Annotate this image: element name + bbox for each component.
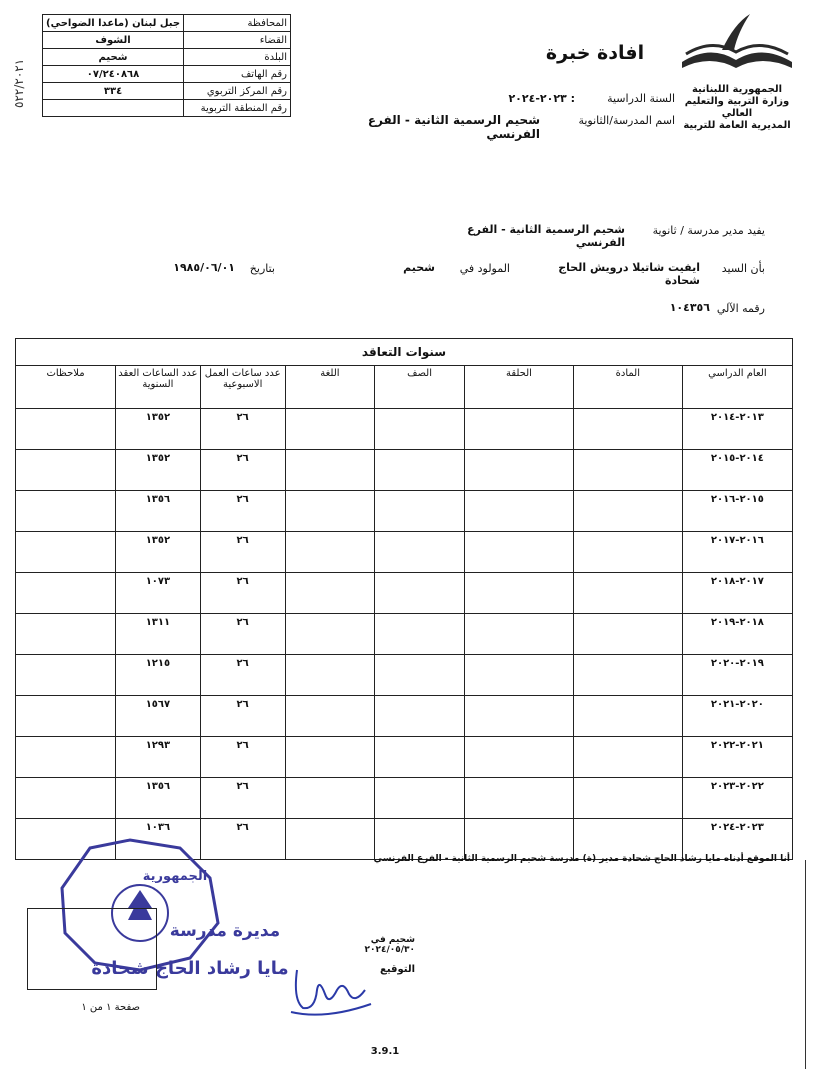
table-cell-empty xyxy=(465,409,574,450)
cell-annual-hours: ١٠٧٣ xyxy=(116,573,201,614)
cell-weekly-hours: ٢٦ xyxy=(200,696,285,737)
info-row xyxy=(43,15,291,32)
school-label: اسم المدرسة/الثانوية xyxy=(578,114,675,127)
signature-mark xyxy=(285,950,375,1020)
table-cell-empty xyxy=(285,737,375,778)
info-label: القضاء xyxy=(184,32,291,49)
table-cell-empty xyxy=(573,614,682,655)
table-cell-empty xyxy=(375,491,465,532)
cell-weekly-hours: ٢٦ xyxy=(200,819,285,860)
table-cell-empty xyxy=(16,532,116,573)
table-cell-empty xyxy=(16,737,116,778)
logo-line-3: المديرية العامة للتربية xyxy=(683,120,791,131)
column-header: الحلقة xyxy=(465,366,574,409)
cell-year: ٢٠١٩-٢٠٢٠ xyxy=(682,655,792,696)
table-cell-empty xyxy=(285,450,375,491)
cell-weekly-hours: ٢٦ xyxy=(200,737,285,778)
column-header: عدد ساعات العمل الاسبوعية xyxy=(200,366,285,409)
logo-line-1: الجمهورية اللبنانية xyxy=(691,84,783,95)
table-cell-empty xyxy=(285,696,375,737)
table-row xyxy=(16,655,793,696)
info-row xyxy=(43,100,291,117)
info-row xyxy=(43,32,291,49)
info-label: رقم الهاتف xyxy=(184,66,291,83)
table-cell-empty xyxy=(375,532,465,573)
table-cell-empty xyxy=(375,573,465,614)
cell-year: ٢٠٢٢-٢٠٢٣ xyxy=(682,778,792,819)
body-line1-label: يفيد مدير مدرسة / ثانوية xyxy=(652,224,765,237)
cell-annual-hours: ١٠٣٦ xyxy=(116,819,201,860)
table-row xyxy=(16,409,793,450)
table-cell-empty xyxy=(16,655,116,696)
table-cell-empty xyxy=(573,778,682,819)
stamp-line-1: الجمهورية xyxy=(142,869,208,884)
table-row xyxy=(16,737,793,778)
table-cell-empty xyxy=(285,778,375,819)
table-row xyxy=(16,573,793,614)
cell-weekly-hours: ٢٦ xyxy=(200,409,285,450)
table-cell-empty xyxy=(375,655,465,696)
table-row xyxy=(16,532,793,573)
cell-annual-hours: ١٣٥٢ xyxy=(116,409,201,450)
cell-annual-hours: ١٣١١ xyxy=(116,614,201,655)
table-cell-empty xyxy=(16,614,116,655)
table-cell-empty xyxy=(465,655,574,696)
birth-date: ١٩٨٥/٠٦/٠١ xyxy=(173,261,235,274)
cell-year: ٢٠٢٠-٢٠٢١ xyxy=(682,696,792,737)
cell-weekly-hours: ٢٦ xyxy=(200,450,285,491)
stamp-line-2: مديرة مدرسة xyxy=(169,921,281,941)
table-cell-empty xyxy=(573,450,682,491)
table-row xyxy=(16,778,793,819)
cell-annual-hours: ١٣٥٢ xyxy=(116,532,201,573)
table-cell-empty xyxy=(285,614,375,655)
born-label: المولود في xyxy=(459,262,510,275)
table-cell-empty xyxy=(375,696,465,737)
school-info-table xyxy=(42,14,291,117)
school-value: شحيم الرسمية الثانية - الفرع الفرنسي xyxy=(367,113,540,141)
cell-annual-hours: ١٢١٥ xyxy=(116,655,201,696)
signature-label: التوقيع xyxy=(380,964,415,975)
table-cell-empty xyxy=(375,409,465,450)
table-cell-empty xyxy=(16,450,116,491)
info-value: ٣٣٤ xyxy=(43,83,184,100)
cell-annual-hours: ١٣٥٦ xyxy=(116,491,201,532)
table-title: سنوات التعاقد xyxy=(16,339,793,366)
table-cell-empty xyxy=(285,573,375,614)
academic-year-value: : ٢٠٢٣-٢٠٢٤ xyxy=(508,92,575,105)
body-line1-value: شحيم الرسمية الثانية - الفرع الفرنسي xyxy=(467,223,625,249)
stamp-box xyxy=(27,908,157,990)
column-header: عدد الساعات العقد السنوية xyxy=(116,366,201,409)
table-cell-empty xyxy=(16,573,116,614)
table-row xyxy=(16,614,793,655)
table-cell-empty xyxy=(16,778,116,819)
cell-year: ٢٠١٤-٢٠١٥ xyxy=(682,450,792,491)
column-header: ملاحظات xyxy=(16,366,116,409)
info-row xyxy=(43,66,291,83)
page-edge-line xyxy=(805,860,806,1069)
table-cell-empty xyxy=(465,696,574,737)
table-cell-empty xyxy=(465,450,574,491)
page-label: صفحة ١ من ١ xyxy=(81,1002,140,1013)
table-cell-empty xyxy=(16,696,116,737)
table-cell-empty xyxy=(465,491,574,532)
born-place: شحيم xyxy=(403,261,435,274)
person-name: ايفيت شاتيلا درويش الحاج شحادة xyxy=(558,261,700,287)
table-cell-empty xyxy=(573,737,682,778)
cell-year: ٢٠١٣-٢٠١٤ xyxy=(682,409,792,450)
book-emblem-icon xyxy=(672,10,802,80)
info-value: ٠٧/٢٤٠٨٦٨ xyxy=(43,66,184,83)
info-label: رقم المركز التربوي xyxy=(184,83,291,100)
table-cell-empty xyxy=(465,778,574,819)
footer-code: 3.9.1 xyxy=(370,1046,400,1057)
table-cell-empty xyxy=(375,737,465,778)
cell-year: ٢٠٢١-٢٠٢٢ xyxy=(682,737,792,778)
cell-weekly-hours: ٢٦ xyxy=(200,573,285,614)
column-header: الصف xyxy=(375,366,465,409)
cell-weekly-hours: ٢٦ xyxy=(200,491,285,532)
cell-weekly-hours: ٢٦ xyxy=(200,532,285,573)
column-header: المادة xyxy=(573,366,682,409)
info-value xyxy=(43,100,184,117)
cell-annual-hours: ١٥٦٧ xyxy=(116,696,201,737)
table-row xyxy=(16,696,793,737)
table-cell-empty xyxy=(375,778,465,819)
document-title: افادة خبرة xyxy=(545,42,645,64)
table-cell-empty xyxy=(573,532,682,573)
table-cell-empty xyxy=(16,491,116,532)
date-label: بتاريخ xyxy=(249,262,275,275)
table-cell-empty xyxy=(573,491,682,532)
declaration-text: أنا الموقع أدناه مايا رشاد الحاج شحادة مدير (ة) مدرسة شحيم الرسمية الثانية - الفرع الفرنسي xyxy=(373,854,790,864)
cell-year: ٢٠١٦-٢٠١٧ xyxy=(682,532,792,573)
table-cell-empty xyxy=(285,491,375,532)
table-cell-empty xyxy=(465,614,574,655)
side-note: ٥٢٢/٢٠٢١ xyxy=(12,58,26,108)
info-value: جبل لبنان (ماعدا الضواحي) xyxy=(43,15,184,32)
mr-label: بأن السيد xyxy=(721,262,765,275)
info-value: شحيم xyxy=(43,49,184,66)
column-header: اللغة xyxy=(285,366,375,409)
ministry-logo xyxy=(672,10,802,140)
table-row xyxy=(16,450,793,491)
info-row xyxy=(43,49,291,66)
id-value: ١٠٤٣٥٦ xyxy=(669,301,710,314)
table-cell-empty xyxy=(16,409,116,450)
cell-year: ٢٠٢٣-٢٠٢٤ xyxy=(682,819,792,860)
cell-weekly-hours: ٢٦ xyxy=(200,614,285,655)
table-cell-empty xyxy=(465,737,574,778)
column-header: العام الدراسي xyxy=(682,366,792,409)
academic-year-label: السنة الدراسية xyxy=(607,92,675,105)
table-cell-empty xyxy=(285,532,375,573)
cell-weekly-hours: ٢٦ xyxy=(200,778,285,819)
id-label: رقمه الآلي xyxy=(716,302,765,315)
cell-weekly-hours: ٢٦ xyxy=(200,655,285,696)
table-cell-empty xyxy=(375,450,465,491)
table-cell-empty xyxy=(375,614,465,655)
cell-annual-hours: ١٣٥٦ xyxy=(116,778,201,819)
info-value: الشوف xyxy=(43,32,184,49)
cell-year: ٢٠١٥-٢٠١٦ xyxy=(682,491,792,532)
info-label: البلدة xyxy=(184,49,291,66)
table-cell-empty xyxy=(573,409,682,450)
table-row xyxy=(16,491,793,532)
table-cell-empty xyxy=(285,409,375,450)
stamp-line-3: مايا رشاد الحاج شحادة xyxy=(91,958,289,979)
cell-annual-hours: ١٣٥٢ xyxy=(116,450,201,491)
place-date: شحيم في ٢٠٢٤/٠٥/٣٠ xyxy=(364,935,415,955)
table-cell-empty xyxy=(285,655,375,696)
info-label: المحافظة xyxy=(184,15,291,32)
info-row xyxy=(43,83,291,100)
table-cell-empty xyxy=(465,532,574,573)
table-cell-empty xyxy=(573,655,682,696)
table-cell-empty xyxy=(573,696,682,737)
contract-years-table xyxy=(15,338,793,860)
info-label: رقم المنطقة التربوية xyxy=(184,100,291,117)
cell-annual-hours: ١٢٩٣ xyxy=(116,737,201,778)
table-cell-empty xyxy=(573,573,682,614)
cell-year: ٢٠١٨-٢٠١٩ xyxy=(682,614,792,655)
logo-line-2: وزارة التربية والتعليم العالي xyxy=(684,96,790,119)
table-cell-empty xyxy=(465,573,574,614)
cell-year: ٢٠١٧-٢٠١٨ xyxy=(682,573,792,614)
